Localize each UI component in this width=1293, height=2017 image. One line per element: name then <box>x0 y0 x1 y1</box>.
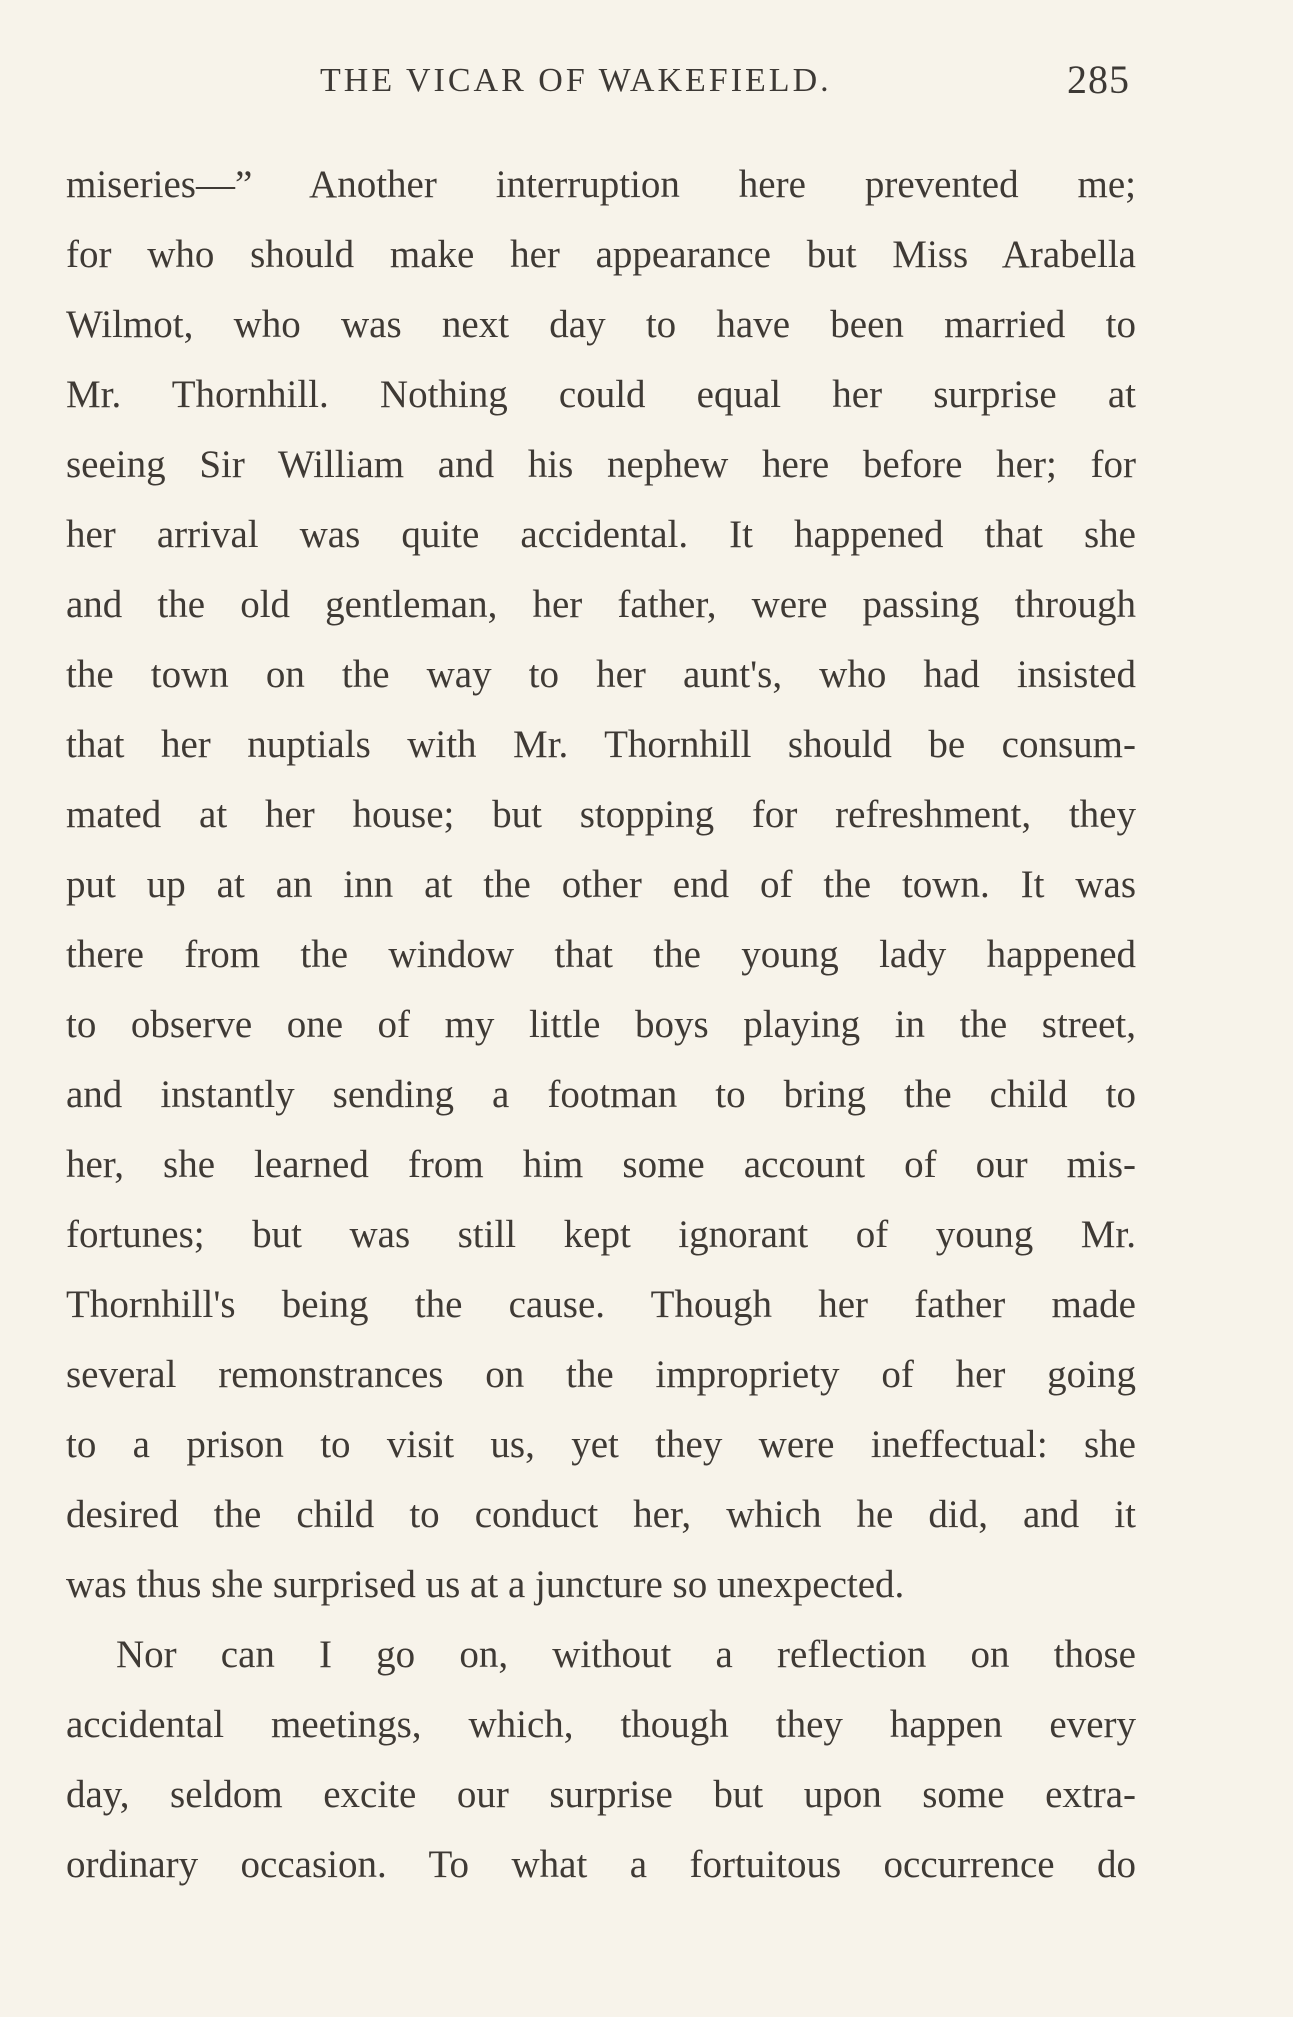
text-line: that her nuptials with Mr. Thornhill should be consum- <box>66 723 1136 766</box>
text-line: Thornhill's being the cause. Though her father made <box>66 1283 1136 1326</box>
paragraph-end-line: was thus she surprised us at a juncture so unexpected. <box>66 1563 905 1606</box>
page-number: 285 <box>1067 57 1130 102</box>
text-line: desired the child to conduct her, which he did, and it <box>66 1493 1136 1536</box>
text-line: mated at her house; but stopping for refreshment, they <box>66 793 1136 836</box>
text-line: put up at an inn at the other end of the town. It was <box>66 863 1136 906</box>
text-line: the town on the way to her aunt's, who had insisted <box>66 653 1136 696</box>
paragraph-start-line: Nor can I go on, without a reflection on those <box>116 1633 1136 1676</box>
running-title: THE VICAR OF WAKEFIELD. <box>320 62 832 99</box>
text-line: to observe one of my little boys playing in the street, <box>66 1003 1136 1046</box>
text-line: several remonstrances on the impropriety of her going <box>66 1353 1136 1396</box>
text-line: fortunes; but was still kept ignorant of young Mr. <box>66 1213 1136 1256</box>
text-line: for who should make her appearance but Miss Arabella <box>66 233 1136 276</box>
text-line: her, she learned from him some account of our mis- <box>66 1143 1136 1186</box>
text-line: and the old gentleman, her father, were passing through <box>66 583 1136 626</box>
text-line: miseries—” Another interruption here prevented me; <box>66 163 1136 206</box>
text-line: seeing Sir William and his nephew here before her; for <box>66 443 1136 486</box>
text-line: her arrival was quite accidental. It happened that she <box>66 513 1136 556</box>
text-line: day, seldom excite our surprise but upon some extra- <box>66 1773 1136 1816</box>
text-line: Wilmot, who was next day to have been married to <box>66 303 1136 346</box>
text-line: there from the window that the young lady happened <box>66 933 1136 976</box>
body-text <box>66 150 1136 1900</box>
text-line: and instantly sending a footman to bring the child to <box>66 1073 1136 1116</box>
text-line: ordinary occasion. To what a fortuitous occurrence do <box>66 1843 1136 1886</box>
running-head <box>320 57 1130 112</box>
text-line: to a prison to visit us, yet they were ineffectual: she <box>66 1423 1136 1466</box>
text-line: Mr. Thornhill. Nothing could equal her surprise at <box>66 373 1136 416</box>
text-line: accidental meetings, which, though they happen every <box>66 1703 1136 1746</box>
